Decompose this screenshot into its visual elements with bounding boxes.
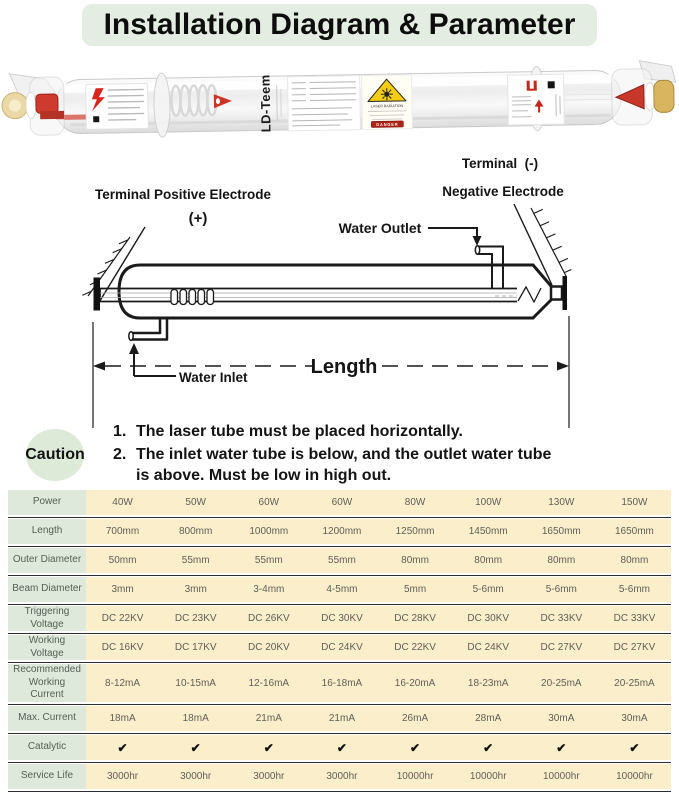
label-water-inlet: Water Inlet <box>179 370 248 385</box>
table-cell: 50W <box>159 490 232 515</box>
label-length: Length <box>310 356 378 378</box>
right-label <box>508 74 565 125</box>
table-cell: DC 26KV <box>232 606 305 631</box>
table-cell: 10-15mA <box>159 664 232 702</box>
table-cell: 130W <box>525 490 598 515</box>
caution-item-number: 2. <box>113 446 127 464</box>
table-cell: 80mm <box>379 548 452 573</box>
table-cell: 26mA <box>379 706 452 731</box>
label-terminal-positive-2: (+) <box>188 210 208 227</box>
table-cell: 18mA <box>86 706 159 731</box>
table-cell: 18-23mA <box>452 664 525 702</box>
caution-label: Caution <box>25 446 85 463</box>
left-label <box>86 83 149 129</box>
negative-terminal-flange <box>563 276 568 310</box>
caution-item-number: 1. <box>113 423 127 440</box>
label-water-outlet: Water Outlet <box>338 220 422 236</box>
table-cell: DC 17KV <box>159 635 232 660</box>
table-cell: 12-16mA <box>232 664 305 702</box>
table-cell: 80mm <box>452 548 525 573</box>
row-label: Working Voltage <box>8 635 86 660</box>
negative-terminal-wire <box>514 204 571 285</box>
table-cell: 18mA <box>159 706 232 731</box>
positive-terminal-flange <box>94 278 101 311</box>
table-cell: 1250mm <box>379 519 452 544</box>
caution-items <box>113 422 568 489</box>
table-cell: 8-12mA <box>86 664 159 702</box>
table-cell: 40W <box>86 490 159 515</box>
row-label: Triggering Voltage <box>8 606 86 631</box>
row-label: Service Life <box>8 764 86 789</box>
table-cell: 21mA <box>305 706 378 731</box>
caution-item <box>113 445 568 486</box>
table-cell: ✔ <box>598 735 671 760</box>
page-title: Installation Diagram & Parameter <box>82 4 598 46</box>
caution-item <box>113 422 568 442</box>
tube-body <box>1 60 676 140</box>
table-cell: 80mm <box>525 548 598 573</box>
table-cell: 10000hr <box>379 764 452 789</box>
table-cell: 3000hr <box>86 764 159 789</box>
table-row <box>8 664 671 702</box>
table-cell: 55mm <box>305 548 378 573</box>
laser-burst-icon <box>381 88 393 100</box>
water-outlet-arrow <box>428 228 482 246</box>
table-cell: DC 30KV <box>452 606 525 631</box>
row-label: Catalytic <box>8 735 86 760</box>
table-cell: 10000hr <box>452 764 525 789</box>
table-cell: ✔ <box>452 735 525 760</box>
table-cell: 50mm <box>86 548 159 573</box>
small-square-icon <box>93 116 99 122</box>
laser-tube-photo <box>0 58 679 150</box>
table-cell: 21mA <box>232 706 305 731</box>
row-label: Length <box>8 519 86 544</box>
inner-tube <box>100 289 528 302</box>
table-cell: 10000hr <box>598 764 671 789</box>
table-cell: ✔ <box>379 735 452 760</box>
caution-item-text: The laser tube must be placed horizontally. <box>136 423 463 440</box>
table-cell: ✔ <box>86 735 159 760</box>
table-cell: DC 24KV <box>452 635 525 660</box>
warning-label <box>362 75 413 130</box>
table-cell: DC 24KV <box>305 635 378 660</box>
table-cell: 1650mm <box>598 519 671 544</box>
row-label: Max. Current <box>8 706 86 731</box>
title-bar <box>0 4 679 46</box>
label-terminal-positive-1: Terminal Positive Electrode <box>94 187 272 202</box>
table-row <box>8 577 671 602</box>
table-row <box>8 490 671 515</box>
row-label: Beam Diameter <box>8 577 86 602</box>
table-cell: 5-6mm <box>525 577 598 602</box>
water-inlet-pipe <box>129 318 167 340</box>
tube-coil <box>171 290 214 305</box>
table-cell: DC 33KV <box>525 606 598 631</box>
table-cell: 3000hr <box>159 764 232 789</box>
table-row <box>8 635 671 660</box>
table-cell: 4-5mm <box>305 577 378 602</box>
water-outlet-pipe <box>475 246 503 288</box>
table-row <box>8 548 671 573</box>
spec-label <box>288 76 361 131</box>
water-inlet-arrow <box>129 343 176 376</box>
table-cell: 1000mm <box>232 519 305 544</box>
table-cell: 80mm <box>598 548 671 573</box>
table-cell: 60W <box>232 490 305 515</box>
table-cell: 3-4mm <box>232 577 305 602</box>
table-cell: 3000hr <box>305 764 378 789</box>
table-cell: 55mm <box>232 548 305 573</box>
table-cell: 1450mm <box>452 519 525 544</box>
table-cell: 3000hr <box>232 764 305 789</box>
table-cell: 3mm <box>159 577 232 602</box>
row-label: Recommended Working Current <box>8 664 86 702</box>
table-cell: DC 23KV <box>159 606 232 631</box>
table-cell: 30mA <box>598 706 671 731</box>
break-marks <box>517 284 543 304</box>
table-cell: DC 20KV <box>232 635 305 660</box>
table-cell: 800mm <box>159 519 232 544</box>
table-cell: 10000hr <box>525 764 598 789</box>
table-cell: 16-20mA <box>379 664 452 702</box>
table-row <box>8 606 671 631</box>
table-cell: 5-6mm <box>598 577 671 602</box>
table-cell: DC 33KV <box>598 606 671 631</box>
table-cell: DC 22KV <box>86 606 159 631</box>
parameter-table <box>8 490 671 792</box>
table-row <box>8 706 671 731</box>
right-cap <box>654 80 675 112</box>
label-terminal-negative-2: Negative Electrode <box>442 184 564 199</box>
label-terminal-negative-1: Terminal (-) <box>461 156 539 171</box>
table-cell: 28mA <box>452 706 525 731</box>
warning-title-text: LASER RADIATION <box>370 103 404 109</box>
table-cell: DC 27KV <box>598 635 671 660</box>
row-label: Outer Diameter <box>8 548 86 573</box>
table-cell: DC 27KV <box>525 635 598 660</box>
table-cell: DC 28KV <box>379 606 452 631</box>
table-cell: 16-18mA <box>305 664 378 702</box>
table-cell: 1200mm <box>305 519 378 544</box>
table-cell: 150W <box>598 490 671 515</box>
table-cell: 20-25mA <box>598 664 671 702</box>
left-electrode <box>1 73 64 136</box>
table-cell: 5-6mm <box>452 577 525 602</box>
table-cell: 5mm <box>379 577 452 602</box>
table-cell: DC 30KV <box>305 606 378 631</box>
table-row <box>8 764 671 789</box>
table-cell: DC 16KV <box>86 635 159 660</box>
table-cell: 30mA <box>525 706 598 731</box>
table-row <box>8 735 671 760</box>
danger-text: DANGER <box>376 121 399 128</box>
caution-item-text: The inlet water tube is below, and the outlet water tube is above. Must be low in high out. <box>136 446 552 484</box>
table-cell: 100W <box>452 490 525 515</box>
table-cell: DC 22KV <box>379 635 452 660</box>
table-cell: 700mm <box>86 519 159 544</box>
right-electrode <box>611 60 676 125</box>
brand-text: LD-Teem <box>257 74 274 133</box>
table-cell: ✔ <box>232 735 305 760</box>
caution-badge <box>26 429 84 481</box>
table-cell: 55mm <box>159 548 232 573</box>
installation-diagram <box>0 150 679 428</box>
table-cell: 1650mm <box>525 519 598 544</box>
caution-section <box>0 413 679 490</box>
table-cell: 80W <box>379 490 452 515</box>
table-row <box>8 519 671 544</box>
table-cell: 60W <box>305 490 378 515</box>
row-label: Power <box>8 490 86 515</box>
table-cell: ✔ <box>525 735 598 760</box>
table-cell: ✔ <box>305 735 378 760</box>
black-square-icon <box>548 81 555 88</box>
table-cell: 3mm <box>86 577 159 602</box>
table-cell: 20-25mA <box>525 664 598 702</box>
negative-terminal-connector <box>551 287 562 300</box>
table-cell: ✔ <box>159 735 232 760</box>
